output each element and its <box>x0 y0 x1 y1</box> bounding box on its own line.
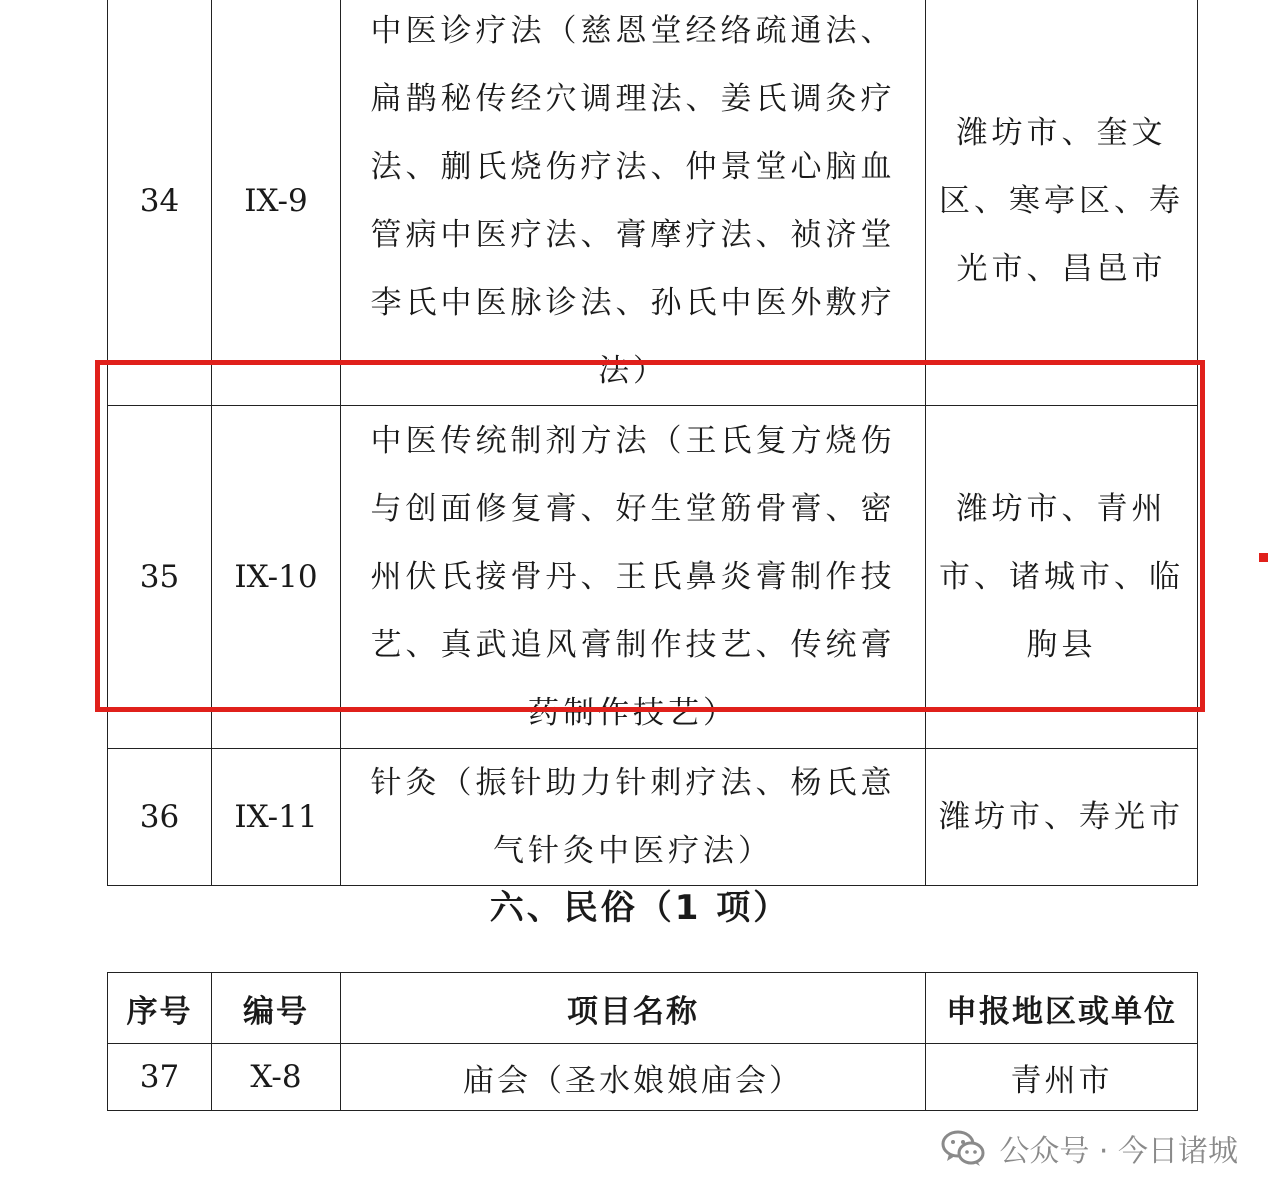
header-number: 序号 <box>108 973 212 1044</box>
table-row <box>108 1044 1198 1111</box>
table-row <box>108 0 1198 406</box>
item-name: 庙会（圣水娘娘庙会） <box>341 1044 926 1111</box>
row-number: 36 <box>108 749 212 886</box>
watermark <box>941 1128 1238 1168</box>
header-region: 申报地区或单位 <box>926 973 1198 1044</box>
item-code: IX-10 <box>212 406 341 749</box>
item-region: 潍坊市、青州市、诸城市、临朐县 <box>926 406 1198 749</box>
header-code: 编号 <box>212 973 341 1044</box>
table-header-row <box>108 973 1198 1044</box>
row-number: 37 <box>108 1044 212 1111</box>
item-name: 中医诊疗法（慈恩堂经络疏通法、扁鹊秘传经穴调理法、姜氏调灸疗法、蒯氏烧伤疗法、仲景堂心脑血管病中医疗法、膏摩疗法、祯济堂李氏中医脉诊法、孙氏中医外敷疗法） <box>341 0 926 406</box>
table-row <box>108 749 1198 886</box>
item-name: 针灸（振针助力针刺疗法、杨氏意气针灸中医疗法） <box>341 749 926 886</box>
item-region: 青州市 <box>926 1044 1198 1111</box>
folklore-table <box>107 972 1198 1111</box>
wechat-icon <box>941 1128 985 1168</box>
item-code: X-8 <box>212 1044 341 1111</box>
red-marker <box>1259 553 1268 562</box>
header-name: 项目名称 <box>341 973 926 1044</box>
table-row <box>108 406 1198 749</box>
item-region: 潍坊市、奎文区、寒亭区、寿光市、昌邑市 <box>926 0 1198 406</box>
section-title: 六、民俗（1 项） <box>489 888 791 928</box>
item-code: IX-11 <box>212 749 341 886</box>
heritage-table-continued <box>107 0 1198 886</box>
row-number: 35 <box>108 406 212 749</box>
row-number: 34 <box>108 0 212 406</box>
watermark-text: 公众号 · 今日诸城 <box>999 1134 1238 1169</box>
item-code: IX-9 <box>212 0 341 406</box>
item-region: 潍坊市、寿光市 <box>926 749 1198 886</box>
item-name: 中医传统制剂方法（王氏复方烧伤与创面修复膏、好生堂筋骨膏、密州伏氏接骨丹、王氏鼻炎膏制作技艺、真武追风膏制作技艺、传统膏药制作技艺） <box>341 406 926 749</box>
